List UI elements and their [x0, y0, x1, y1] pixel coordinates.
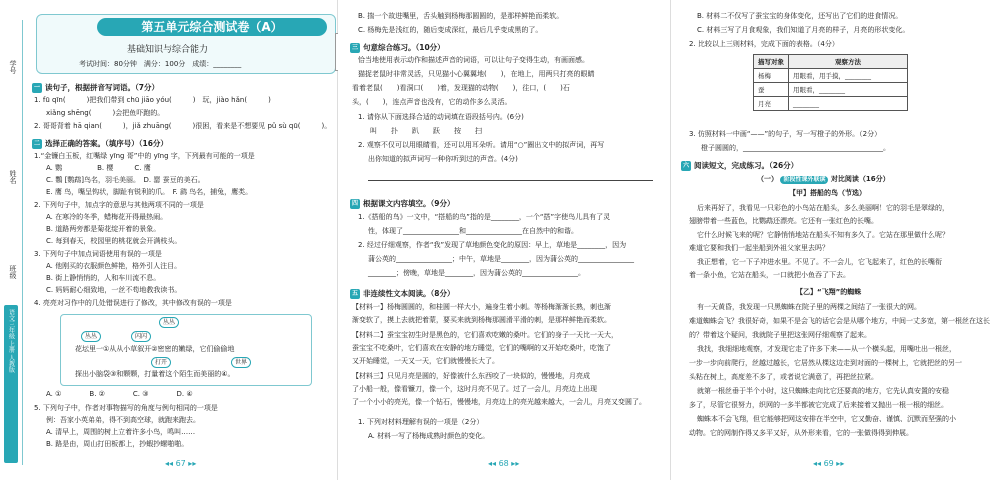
subsection-title: 对比阅读（16分） [830, 175, 890, 183]
section-title: 阅读短文，完成练习。（26分） [694, 161, 799, 170]
table-row [754, 97, 908, 111]
page-number: ◂◂ 69 ▸▸ [813, 459, 845, 468]
question-text: 1.“金镰白玉板，红嘴绿 yīng 哥”中的 yīng 字，下列最有可能的一项是 [34, 152, 255, 160]
exam-banner [36, 14, 336, 74]
correction-bubble: 世界 [231, 357, 251, 368]
exam-subtitle: 基础知识与综合能力 [127, 45, 209, 55]
material-text: 渐变软了，摸上去就把着蒙，要买来就到杨梅那圆滑平滑的刺，是那样鲜艳而柔软。 [352, 316, 611, 324]
passage-line: 看着老鼠( )看洞口( )着，发现猫的动物( )，往口，( )石 [352, 84, 570, 92]
material-text: 【材料一】杨梅圆圆的，和桂圆一样大小，遍身生着小刺。等杨梅渐渐长熟，刺也渐 [352, 303, 611, 311]
subsection-header [757, 175, 890, 184]
section-title: 根据课文内容填空。（9分） [363, 199, 455, 208]
material-text: 【材料三】只见月亮是圆的，好像被什么东西咬了一块似的，慢慢地，月亮成 [352, 372, 590, 380]
passage-line: 我找，我细细地观察，才发现它走了许多下来——从一个横头起，用嘴吐出一根丝， [697, 345, 956, 353]
option-text: C. 每到春天，校园里的桃花就会开满枝头。 [46, 237, 182, 245]
correction-bubble: 打开 [151, 357, 171, 368]
passage-line: 难道它要和我们一起坐船到外祖父家里去吗？ [689, 244, 829, 252]
reading-a-title: 【甲】搭船的鸟（节选） [789, 189, 866, 197]
edition-tag-text: 语文三年级 上册 人教版 [7, 309, 15, 373]
option-text: B. 道路两旁都是菊花绽开着的景象。 [46, 225, 161, 233]
table-header: 观察方法 [789, 55, 908, 69]
material-text: 了小船一般，像看镰刀，像一个，这时月亮不见了。过了一会儿，月亮边上出现 [352, 385, 597, 393]
option-text: A. 他刚买的衣服颜色鲜艳，格外引人注目。 [46, 262, 182, 270]
page-number: ◂◂ 67 ▸▸ [165, 459, 197, 468]
student-id-label: 学号 [9, 60, 17, 74]
passage-line: 头粘在树上，高度差不多了，或者说它满意了，再把丝拉紧。 [689, 373, 878, 381]
passage-line: 着一条小鱼，它站在船头，一口就把小鱼吞了下去。 [689, 271, 850, 279]
passage-line: 我正想着，它一下子冲进水里。不见了。不一会儿，它飞起来了，红色的长嘴衔 [697, 258, 942, 266]
table-row [754, 69, 908, 83]
page-number: ◂◂ 68 ▸▸ [488, 459, 520, 468]
question-text: 2. 观察不仅可以用眼睛看，还可以用耳朵听。请用“○”圈出文中的拟声词，再写 [358, 141, 605, 149]
correction-bubble: 丛丛 [159, 317, 179, 328]
passage-line: 有一天黄昏，我发现一只黑蜘蛛在院子里的两棵之间结了一张很大的网。 [697, 303, 921, 311]
passage-line: 多了，尽管它很努力，织网的一多半都被它完成了后来接着又抛出一根一根的细丝。 [689, 401, 948, 409]
table-cell[interactable]: 用眼看，用手摸，________ [789, 69, 908, 83]
section-3-header [350, 42, 445, 53]
section-badge: 三 [351, 43, 358, 51]
subsection-tag: 阶段性课外联读 [780, 176, 828, 184]
material-text: 蚕宝宝不吃桑叶，它们喜欢在安静的地方睡觉，它们的嘴啊的又开始吃桑叶，吃饱了 [352, 344, 611, 352]
passage-line: 头，( )，连点声音也没有，它的动作多么灵活。 [352, 98, 512, 106]
section-1-header [32, 82, 159, 93]
question-text: 2. 下列句子中，加点字的意思与其他两项不同的一项是 [34, 201, 204, 209]
material-text: 又开始睡觉，一天又一天，它们就慢慢长大了。 [352, 357, 499, 365]
material-text: 【材料二】蚕宝宝初生时是黑色的，它们喜欢吃嫩的桑叶。它们的身子一天比一天大， [352, 331, 618, 339]
answer-prompt: 橙子圆圆的，________________________________________。 [701, 144, 890, 152]
subsection-number: （一） [757, 175, 778, 183]
section-title: 非连续性文本阅读。（8分） [363, 289, 455, 298]
section-badge: 一 [33, 83, 40, 91]
observation-table [753, 54, 908, 111]
page-68 [338, 0, 671, 480]
table-cell: 蚕 [754, 83, 789, 97]
exam-title: 第五单元综合测试卷（A） [97, 18, 327, 36]
section-4-header [350, 198, 454, 209]
passage-line: 猫捉老鼠时非常灵活，只见猫小心翼翼地( )，在地上，用两只打亮的眼睛 [358, 70, 595, 78]
question-text: 5. 下列句子中，作者对事物描写的角度与例句相同的一项是 [34, 404, 218, 412]
passage-line: 花坛里一①从从小草叙开②密密的嫩绿，它们偷偷地 [75, 345, 235, 353]
section-title: 句意综合练习。（10分） [363, 43, 445, 52]
reading-b-title: 【乙】“飞翔”的蜘蛛 [796, 288, 862, 296]
exam-info: 考试时间：80分钟 满分：100分 成绩：________ [79, 60, 242, 68]
question-text: 1.《搭船的鸟》一文中，“搭船的鸟”指的是________，一个“搭”字使鸟儿具有了灵 [358, 213, 611, 221]
section-title: 读句子，根据拼音写词语。（7分） [45, 83, 159, 92]
passage-line: 难道蜘蛛会飞？我很好奇，如果不是会飞的话它会是从哪个地方，中间一丈多宽，第一根丝在这长 [689, 317, 990, 325]
option-text: C. 鸚 [鹦鹉]鸟名，羽毛美丽。 D. 罂 蚕豆的美石。 [46, 176, 205, 184]
question-text: 3. 下列句子中加点词语使用有误的一项是 [34, 250, 162, 258]
option-text: B. 路是由，周山打田板都上，抄蝦抄螺啪啪。 [46, 440, 189, 448]
passage-line: 就第一根丝垂于半个小时，这只蜘蛛走向比它还要高的地方，它先认真安置的安稳 [697, 387, 949, 395]
table-header: 描写对象 [754, 55, 789, 69]
passage-line: 动物。它的网制作得又多平又好，从外形来看，它的一张做得得到伸展。 [689, 429, 913, 437]
section-badge: 五 [351, 289, 358, 297]
word-bank: 叫 扑 趴 跃 按 扫 [370, 127, 482, 135]
option-text: B. 揣一个故进嘴里，舌头触到杨梅那圆圆的，是那样鲜艳而柔软。 [358, 12, 564, 20]
page-number-value: 69 [823, 459, 834, 468]
correction-bubble: 丛丛 [81, 331, 101, 342]
option-text: A. 鹦 B. 樱 C. 鹰 [46, 164, 151, 172]
page-69 [671, 0, 1000, 480]
option-text: C. 杨梅先是浅红的，随后变成深红，最后几乎变成黑的了。 [358, 26, 543, 34]
table-cell[interactable]: ________ [789, 97, 908, 111]
class-label: 班级 [9, 265, 17, 279]
question-text: 2. 经过仔细观察，作者“我”发现了草地颜色变化的原因：早上，草地是________，因为 [358, 241, 627, 249]
question-text: 蒲公英的________________；中午，草地是________，因为蒲公英的________________ [368, 255, 634, 263]
page-67 [0, 0, 338, 480]
page-number-value: 68 [498, 459, 509, 468]
passage-line: 恰当地使用表示动作和描述声音的词语，可以让句子变得生动，有画面感。 [358, 56, 589, 64]
table-cell[interactable]: 用眼看，________ [789, 83, 908, 97]
option-text: B. 街上静悄悄的，人和车川流不息。 [46, 274, 161, 282]
option-text: A. 清早上，周围的树上立着许多小鸟，鸣叫…… [46, 428, 196, 436]
question-text: 2. 哥哥背着 hā qian( )，jiǎ zhuāng( )很困，看来是不想要见 pǔ sù qū( )。 [34, 122, 332, 130]
question-text: 2. 比较以上三则材料，完成下面的表格。（4分） [689, 40, 839, 48]
section-2-header [32, 138, 168, 149]
name-label: 姓名 [9, 170, 17, 184]
passage-line: 蜘蛛本不会飞翔，但它能够把网这安排在半空中，它又勤奋、谨慎、沉默而坚强的小 [697, 415, 956, 423]
section-badge: 二 [33, 139, 40, 147]
correction-bubble: 闪闪 [131, 331, 151, 342]
question-text: 1. fū qīn( )把我们带到 chū jiāo yóu( ) 玩，jiào hǎn( ) [34, 96, 271, 104]
table-cell: 月亮 [754, 97, 789, 111]
question-text: 4. 亮亮对习作中的几处错误进行了修改，其中修改有误的一项是 [34, 299, 232, 307]
passage-line: 的？带着这个疑问，我就院子里把这张网仔细观察了起来。 [689, 331, 871, 339]
edition-tag [4, 305, 18, 463]
option-text: A. 材料一写了杨梅成熟时颜色的变化。 [368, 432, 490, 440]
material-text: 了一个小小的亮光，像一个钻石，慢慢地，月亮边上的亮光越来越大，一会儿，月亮又变圆了。 [352, 398, 646, 406]
question-text: ________；傍晚，草地是________，因为蒲公英的________________。 [368, 269, 585, 277]
passage-line: 探出小脑袋③和颗颗，打量着这个陌生而美丽的④。 [75, 370, 235, 378]
passage-line: 一步一步向前爬行，丝越过越长，它居然从棵这边走到对面的一棵树上，它就把丝的另一 [689, 359, 962, 367]
table-row [754, 83, 908, 97]
passage-line: 它什么时候飞来的呢？它静悄悄地站在船头不知有多久了。它站在那里做什么呢？ [697, 231, 949, 239]
option-text: A. 在寒冷的冬季，蜡梅花开得最热闹。 [46, 213, 168, 221]
binding-strip [0, 0, 26, 480]
question-text: 1. 请你从下面选择合适的动词填在语段括号内。(6分) [358, 113, 524, 121]
passage-line: 后来再好了，我看见一只彩色的小鸟站在船头，多么美丽啊！它的羽毛是翠绿的， [697, 204, 949, 212]
section-badge: 四 [351, 199, 358, 207]
section-6-header [681, 160, 798, 171]
option-text: B. 材料二不仅写了蚕宝宝的身体变化，还写出了它们的进食情况。 [697, 12, 903, 20]
option-text: C. 妈妈耐心细致地，一丝不苟地教我读书。 [46, 286, 182, 294]
question-text: 3. 仿照材料一中画“——”的句子，写一写橙子的外形。（2分） [689, 130, 882, 138]
section-badge: 六 [682, 161, 689, 169]
section-title: 选择正确的答案。（填序号）（16分） [45, 139, 168, 148]
question-text: 1. 下列对材料理解有误的一项是（2分） [358, 418, 484, 426]
option-text: A. ① B. ② C. ③ D. ④ [46, 390, 193, 398]
correction-box [60, 314, 312, 386]
option-text: C. 材料三写了月食观象，我们知道了月亮的样子，月亮的形状变化。 [697, 26, 910, 34]
passage-line: 翅膀带着一些蓝色，比鹦鹉还漂亮。它还有一张红色的长嘴。 [689, 217, 878, 225]
answer-line[interactable] [368, 180, 653, 181]
section-5-header [350, 288, 454, 299]
example-text: 例：吾家小英弟弟，得不到高空球，就跑来跑去。 [46, 416, 200, 424]
question-text: 性，体现了________________和________________在自然中的和谐。 [368, 227, 578, 235]
page-number-value: 67 [175, 459, 186, 468]
option-text: E. 鹰 鸟，嘴呈钩状，脚趾有锐利的爪。 F. 鹞 鸟名，捕兔，鹰类。 [46, 188, 253, 196]
binding-line [22, 20, 23, 465]
question-text: 出你知道的拟声词写一种你听到过的声音。(4分) [368, 155, 518, 163]
question-text: xiǎng shēng( )会把鱼吓跑的。 [46, 109, 165, 117]
table-cell: 杨梅 [754, 69, 789, 83]
